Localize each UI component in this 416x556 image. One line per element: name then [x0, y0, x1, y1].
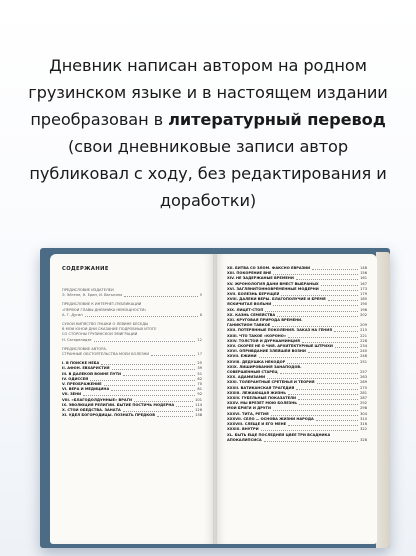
toc-entry-title: XXXIX. ВНУТРИ — [227, 427, 259, 432]
toc-entry-page: 257 — [360, 370, 367, 375]
toc-entry-title: XXIII. ЧТО ТАКОЕ «КОРОНО» — [227, 333, 287, 338]
toc-entry-page: 292 — [360, 401, 367, 406]
toc-entry-page: 251 — [360, 359, 367, 364]
toc-entry-page: 287 — [360, 396, 367, 401]
toc-entry-page: 12 — [197, 337, 202, 342]
page-edges — [376, 252, 390, 548]
toc-leader-dots — [273, 305, 358, 306]
toc-entry-page: 298 — [360, 406, 367, 411]
toc-entry-title: XXXVI. ТИТА, РЕТИЯ — [227, 411, 269, 416]
toc-entry-title: XXVIII. ДЕДУШКА НЕКОДОР — [227, 359, 286, 364]
toc-entry-title: XXXIII. ЛЕЖАЮЩАЯ ЖИЗНЬ — [227, 390, 287, 395]
toc-entry-title: СУХОЙ КИПЯСТВО ПУШКИ О ЛЕВИНЕ БЕСЕДЫ — [62, 322, 149, 327]
toc-entry-title: СОВЕРШЕННЫЙ СТАРЕЦ — [227, 370, 278, 375]
caption-bold-phrase: литературный перевод — [168, 110, 386, 129]
toc-leader-dots — [123, 411, 193, 412]
toc-leader-dots — [265, 311, 358, 312]
toc-entry-page: 148 — [360, 266, 367, 270]
toc-entry-title: ГАНИКТИОН ТАВКОЕ — [227, 323, 271, 328]
toc-entry-page: 25 — [197, 361, 202, 366]
toc-entry-page: 179 — [360, 292, 367, 297]
toc-leader-dots — [124, 296, 197, 297]
toc-leader-dots — [328, 300, 358, 301]
toc-entry-title: АПОКАЛИПСИСА — [227, 437, 262, 442]
toc-leader-dots — [281, 295, 358, 296]
toc-leader-dots — [134, 401, 193, 402]
toc-entry-page: 281 — [360, 390, 367, 395]
toc-entry-page: 275 — [360, 385, 367, 390]
toc-entry-title: XVI. ЗАГЛЯНИТОННОВРЕМЕННЫЕ МОДЕРНИ — [227, 286, 319, 291]
toc-entry-title: XXXI. ТОЛЕРАНТНЫЕ СРЕТЕНЬЯ И ТЕОРИЯ — [227, 380, 315, 385]
toc-entry-title: XXIV. ТОЛСТОЙ И ДУРНААМИНЦИЯ — [227, 338, 300, 343]
toc-entry-page: 62 — [197, 376, 202, 381]
toc-entry-title: XXX. АДАМИЗАМИ — [227, 375, 266, 380]
toc-entry-title: II. АФОН. ЕВХАРИСТИЯ — [62, 366, 110, 371]
toc-leader-dots — [288, 337, 358, 338]
toc-entry-title: XXIX. ЛИШИРОВАНИЯ ЗАНАПОДОВ. — [227, 364, 302, 369]
toc-leader-dots — [272, 326, 358, 327]
toc-entry-title: А. Г. Дугин — [62, 312, 83, 317]
toc-entry-title: МОИ БРИГИ И ДРУГИ — [227, 406, 271, 411]
toc-entry-title: V. ПРЕОБРАЖЕНИЕ — [62, 382, 102, 387]
toc-leader-dots — [296, 279, 358, 280]
toc-leader-dots — [271, 415, 358, 416]
toc-entry-title: XXXV. МЫ ВРЕЗЕТ МОЮ БОЛЕЗНЬ — [227, 401, 297, 406]
toc-leader-dots — [312, 269, 358, 270]
toc-leader-dots — [104, 385, 196, 386]
toc-entry-title: В МОИ ЮНОЙ ДНИ СКАЗАНИЕ ПОДРОБНЫХ ИТОГЕ — [62, 327, 157, 332]
toc-leader-dots — [123, 375, 195, 376]
toc-entry-page: 173 — [360, 286, 367, 291]
toc-entry-page: 39 — [197, 366, 202, 371]
toc-leader-dots — [157, 416, 193, 417]
toc-entry-page: 215 — [360, 328, 367, 333]
toc-entry-title: Э. Эйгене, Н. Ерин, И. Ватыгина — [62, 293, 123, 298]
open-book — [40, 238, 390, 543]
toc-leader-dots — [273, 410, 358, 411]
toc-entry-title: «ПЕРВОЙ ГЛАВЫ ДНЕВНИКА НЕМОЩНОСТИ» — [62, 307, 147, 312]
toc-entry-page: 269 — [360, 380, 367, 385]
toc-leader-dots — [85, 316, 198, 317]
toc-leader-dots — [308, 352, 358, 353]
toc-entry-title: ПРЕДИСЛОВИЕ АВТОРА. — [62, 346, 107, 351]
caption-part1: Дневник написан автором на родном грузинском языке и в настоящем издании преобразован в — [28, 56, 388, 129]
toc-right-list — [227, 266, 367, 443]
toc-leader-dots — [296, 389, 358, 390]
toc-leader-dots — [280, 373, 358, 374]
toc-entry-page: 114 — [195, 402, 202, 407]
toc-leader-dots — [302, 342, 358, 343]
toc-entry-title: XIX. ЛИЦЕТ-СТОП — [227, 307, 264, 312]
toc-leader-dots — [298, 399, 358, 400]
toc-entry-title: XVIII. ДАЛЕКИ ВЕРЫ. БЛАГОПОЛУЧИЕ И БРЕМЯ — [227, 297, 326, 302]
toc-leader-dots — [299, 404, 358, 405]
toc-leader-dots — [273, 274, 358, 275]
toc-leader-dots — [288, 394, 358, 395]
toc-entry-title: ПРЕДИСЛОВИЕ К ИНТЕРНЕТ-ПУБЛИКАЦИИ — [62, 302, 142, 307]
toc-leader-dots — [101, 364, 195, 365]
toc-entry-page: 70 — [197, 382, 202, 387]
toc-entry-title: VIII. «БЛАГОДОЛДУННЫЕ» ВРАГИ — [62, 397, 133, 402]
toc-leader-dots — [321, 285, 358, 286]
toc-entry-page: 196 — [360, 307, 367, 312]
toc-entry-page: 5 — [199, 293, 202, 298]
toc-entry-title: XXII. ПОТЕРЯННЫЕ ПОКОЛЕНИЯ. ЗАКАЗ НА ГЕНИЯ — [227, 328, 332, 333]
toc-entry-page: 126 — [195, 408, 202, 413]
toc-entry-title: XIII. ПОКОРЕНИЕ ВНЕ — [227, 271, 272, 276]
toc-leader-dots — [277, 316, 358, 317]
toc-entry — [227, 438, 367, 443]
toc-leader-dots — [316, 420, 358, 421]
toc-entry-title: VI. ВЕРА И МЕДИЦИНА — [62, 387, 110, 392]
toc-entry-title: VII. ЗЕНИ — [62, 392, 82, 397]
toc-entry-page: 209 — [360, 323, 367, 328]
toc-entry-page: 161 — [360, 276, 367, 281]
toc-entry-page: 240 — [360, 349, 367, 354]
toc-entry-page: 316 — [360, 422, 367, 427]
toc-entry-title: XVII. БОЛЕЗНЬ БЕРУЩЕЙ — [227, 292, 280, 297]
toc-entry-page: 221 — [360, 333, 367, 338]
toc-entry-page: 17 — [197, 352, 202, 357]
toc-leader-dots — [287, 363, 358, 364]
toc-entry-title: XXVI. ОПРИВДАНИЕ ЗЛЕЙШЕЙ ВОЗНИ — [227, 349, 306, 354]
toc-entry-page: 156 — [360, 271, 367, 276]
toc-entry-title: XV. ЖРОНОЛОГИЯ ДАНИ ВМЕСТ ВЫБРАНЫХ — [227, 281, 319, 286]
toc-entry-page: 101 — [195, 397, 202, 402]
toc-entry-page: 81 — [197, 387, 202, 392]
toc-entry-title: СТРАННЫЕ ОБСТОЯТЕЛЬСТВА МОЕЙ БОЛЕЗНИ — [62, 352, 150, 357]
toc-leader-dots — [151, 355, 195, 356]
toc-leader-dots — [259, 357, 359, 358]
toc-entry-page: 202 — [360, 312, 367, 317]
toc-entry-page: 228 — [360, 338, 367, 343]
toc-leader-dots — [94, 341, 196, 342]
toc-entry-page: 234 — [360, 344, 367, 349]
toc-entry-page: 92 — [197, 392, 202, 397]
toc-entry-title: XX. КАЗНЬ СЕМЕЙСТВА — [227, 312, 276, 317]
toc-title: СОДЕРЖАНИЕ — [62, 266, 109, 272]
toc-entry-page: 185 — [360, 297, 367, 302]
toc-leader-dots — [335, 347, 358, 348]
toc-leader-dots — [267, 378, 358, 379]
toc-entry-page: 310 — [360, 416, 367, 421]
toc-leader-dots — [264, 441, 359, 442]
toc-entry-page: 246 — [360, 354, 367, 359]
toc-leader-dots — [112, 369, 196, 370]
toc-entry-page: 304 — [360, 411, 367, 416]
toc-leader-dots — [111, 390, 195, 391]
toc-entry-title: III. В ДАЛЕКОЙ ВОИНЕ ПУТИ — [62, 371, 122, 376]
toc-entry-page: 138 — [195, 413, 202, 418]
toc-entry-title: X. СТОИ ОБЕДСТВА. ЗАНАТА — [62, 408, 121, 413]
toc-entry-page: 167 — [360, 281, 367, 286]
toc-entry-title: I. В ПОИСКЕ НЕБА — [62, 361, 100, 366]
toc-entry-title: СО СТОРОНЫ ГРУЗИНСКОЙ ЭМИГРАЦИИ — [62, 332, 138, 337]
toc-entry-page: 263 — [360, 375, 367, 380]
toc-entry-page: 51 — [197, 371, 202, 376]
toc-entry-title: XXXII. ВАТИКАНСКАЯ ТРАГЕДИЯ — [227, 385, 295, 390]
toc-entry-title: IX. ЭВОЛЮЦИЯ РЕЛИГИИ. БЫТИЕ ПОСТИЧЬ МОДЕРНА — [62, 402, 175, 407]
toc-entry-title: XL. БЫТЬ ЕЩЁ ПОСЛЕДНЕЙ ЦВЕЕ ТРИ ВСАДНИКА — [227, 432, 331, 437]
caption-part2: (свои дневниковые записи автор публиковал с ходу, без редактирования и доработки) — [29, 137, 387, 210]
toc-entry-title: XI. УДЕЛ БОГОРОДИЦЫ. ПОЗНАТЬ ПРЕДКОВ — [62, 413, 155, 418]
toc-leader-dots — [321, 290, 358, 291]
toc-leader-dots — [90, 380, 195, 381]
toc-leader-dots — [317, 383, 359, 384]
toc-entry-title: XXXIV. ГУБЕЛЬНЫЕ ПОКАЗАТЕЛИ — [227, 396, 297, 401]
toc-entry-title: XXXVIII. СЛЕЩЕ И ЕГО МЕНЕ — [227, 422, 287, 427]
toc-entry-page: 190 — [360, 302, 367, 307]
book-gutter — [213, 254, 217, 544]
toc-entry-title: IV. ОДИССЕЙ — [62, 376, 89, 381]
toc-entry-title: ПРЕДИСЛОВИЕ ИЗДАТЕЛЕЙ — [62, 288, 114, 292]
toc-entry-title: Н. Сагарелидзе — [62, 337, 92, 342]
toc-entry-page: 328 — [360, 437, 367, 442]
toc-entry-title: XIV. НЕ ЗАДЕРЖАНЫЕ ВРЕМЕНИ — [227, 276, 294, 281]
toc-leader-dots — [83, 395, 195, 396]
toc-leader-dots — [176, 406, 193, 407]
toc-leader-dots — [334, 331, 358, 332]
toc-left-list — [62, 288, 202, 418]
caption-text — [22, 52, 394, 214]
toc-entry-title: XXI. КРУГОВАЯ ПРИРОДА ВРЕМЕНИ. — [227, 318, 303, 323]
toc-entry-title: XXVII. ЕЖИНИ — [227, 354, 257, 359]
toc-entry-title: XII. БИТВА СО ЗЛОМ. ФАКСНО ЕВРАЗИИ — [227, 266, 311, 270]
toc-entry-title: XXV. СКОРЕЕ НЕ О ЧИЯ. АРХИТЕКТУРНЫЕ ШТРИХИ — [227, 344, 333, 349]
toc-entry-title: ЯСКИЧИТАЛ ВОЛЬНИ — [227, 302, 272, 307]
toc-entry — [62, 413, 202, 418]
toc-entry-title: XXXVII. СЕЛО — ОСНОВА ЖИЗНИ НАРОДА — [227, 416, 314, 421]
toc-entry-page: 322 — [360, 427, 367, 432]
toc-entry-page: 8 — [199, 312, 202, 317]
toc-leader-dots — [288, 425, 358, 426]
toc-leader-dots — [261, 430, 358, 431]
